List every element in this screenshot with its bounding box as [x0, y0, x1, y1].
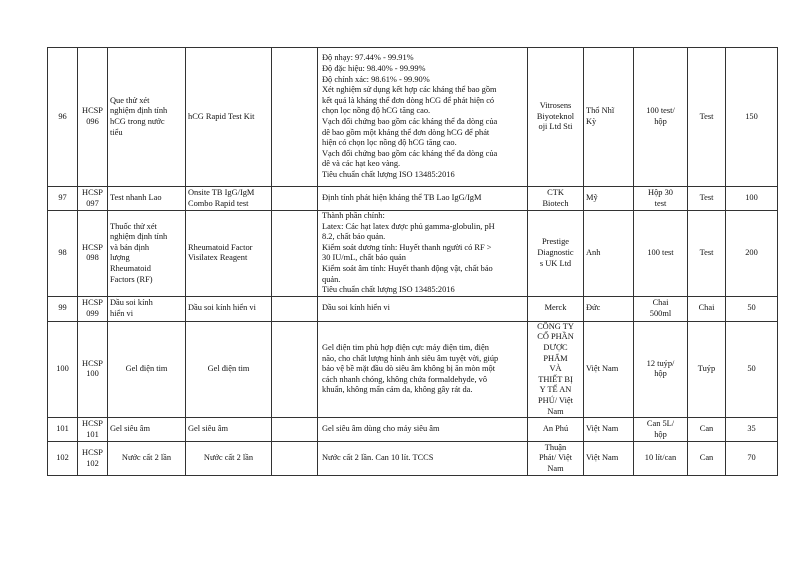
cell-unit: Test [688, 48, 726, 187]
cell-line: hCG trong nước [110, 117, 165, 126]
cell-product [186, 321, 272, 417]
cell-qty: 50 [726, 296, 778, 321]
cell-line: Độ chính xác: 98.61% - 99.90% [322, 74, 430, 84]
cell-pack [634, 442, 688, 476]
cell-line: Rheumatoid Factor [188, 242, 253, 252]
cell-spec [318, 211, 528, 297]
cell-line: hiện có chọn lọc nồng độ hCG tăng cao. [322, 138, 457, 148]
cell-qty: 70 [726, 442, 778, 476]
cell-line: PHÚ/ Việt [538, 395, 573, 405]
cell-line: HCSP [82, 298, 103, 308]
cell-maker [528, 418, 584, 442]
cell-line: tiểu [110, 127, 123, 137]
cell-product [186, 418, 272, 442]
table-row [48, 321, 778, 417]
cell-line: Thổ Nhĩ [586, 106, 615, 116]
cell-line: Dầu soi kính hiển vi [322, 303, 390, 313]
cell-spec [318, 296, 528, 321]
cell-empty [272, 187, 318, 211]
cell-line: Việt Nam [586, 364, 619, 374]
cell-line: VÀ [549, 364, 562, 374]
cell-line: Nam [547, 406, 564, 416]
cell-maker [528, 211, 584, 297]
cell-line: Độ nhạy: 97.44% - 99.91% [322, 53, 414, 63]
cell-line: Nước cất 2 lần [203, 453, 254, 463]
cell-name [108, 48, 186, 187]
cell-line: 12 tuýp/ [646, 358, 675, 368]
cell-name [108, 211, 186, 297]
cell-empty [272, 418, 318, 442]
cell-line: Biyoteknol [536, 111, 575, 121]
cell-pack [634, 187, 688, 211]
cell-line: oji Ltd Sti [538, 122, 573, 132]
cell-line: 097 [86, 198, 99, 208]
cell-line: Combo Rapid test [188, 198, 249, 208]
cell-qty: 100 [726, 187, 778, 211]
cell-product [186, 296, 272, 321]
cell-line: 101 [86, 429, 99, 439]
table-row [48, 211, 778, 297]
cell-code [78, 296, 108, 321]
cell-line: Biotech [542, 198, 569, 208]
cell-line: 30 IU/mL, chất bảo quản [322, 253, 406, 263]
table-body [48, 48, 778, 476]
cell-line: Thành phần chính: [322, 211, 385, 220]
cell-line: Gel điện tim phù hợp điện cực máy điện tim, điện [322, 342, 489, 352]
cell-line: và bán định [110, 242, 150, 252]
cell-line: Chai [652, 298, 669, 308]
cell-maker [528, 442, 584, 476]
cell-line: Gel điện tim [207, 364, 250, 374]
cell-line: Việt Nam [586, 424, 619, 434]
cell-code [78, 187, 108, 211]
cell-line: Dầu soi kính hiển vi [188, 303, 256, 313]
cell-line: HCSP [82, 419, 103, 428]
cell-stt: 96 [48, 48, 78, 187]
cell-line: kết quả là kháng thể đơn dòng hCG để phát hiện có [322, 95, 495, 105]
cell-line: Xét nghiệm sử dụng kết hợp các kháng thể bao gồm [322, 85, 497, 95]
cell-stt: 102 [48, 442, 78, 476]
cell-code [78, 211, 108, 297]
cell-line: Gel điện tim [125, 364, 168, 374]
table-row [48, 442, 778, 476]
cell-name [108, 187, 186, 211]
cell-line: Mỹ [586, 193, 598, 203]
cell-qty: 50 [726, 321, 778, 417]
cell-product [186, 442, 272, 476]
cell-maker [528, 296, 584, 321]
cell-qty: 150 [726, 48, 778, 187]
cell-line: HCSP [82, 358, 103, 368]
cell-line: Rheumatoid [110, 263, 151, 273]
cell-line: 500ml [649, 308, 672, 318]
cell-spec [318, 418, 528, 442]
cell-name [108, 321, 186, 417]
cell-line: Diagnostic [537, 248, 574, 258]
product-table [47, 47, 778, 476]
cell-line: Phát/ Việt [538, 453, 573, 463]
cell-line: Anh [586, 248, 601, 258]
cell-country [584, 321, 634, 417]
cell-line: hCG Rapid Test Kit [188, 111, 255, 121]
cell-line: HCSP [82, 448, 103, 457]
cell-line: lượng [110, 253, 130, 263]
cell-line: 099 [86, 308, 99, 318]
cell-spec [318, 442, 528, 476]
cell-line: s UK Ltd [539, 258, 572, 268]
cell-qty: 35 [726, 418, 778, 442]
cell-line: Nước cất 2 lần. Can 10 lít. TCCS [322, 453, 434, 463]
cell-pack [634, 321, 688, 417]
cell-line: nghiệm định tính [110, 232, 168, 242]
cell-line: CTK [547, 187, 564, 197]
cell-line: não, cho chất lượng hình ảnh siêu âm tuyệt vời, giúp [322, 353, 499, 363]
table-row [48, 187, 778, 211]
cell-line: chọn lọc nồng độ hCG tăng cao. [322, 106, 431, 116]
cell-line: Visilatex Reagent [188, 253, 248, 263]
table-row [48, 418, 778, 442]
cell-product [186, 211, 272, 297]
cell-line: Nam [547, 463, 564, 473]
cell-line: Can 5L/ [646, 419, 675, 428]
cell-line: cách nhanh chóng, không chứa formaldehyde, vô [322, 374, 488, 384]
cell-line: Onsite TB IgG/IgM [188, 187, 255, 197]
cell-line: 100 [86, 369, 99, 379]
cell-spec [318, 48, 528, 187]
cell-line: hộp [654, 429, 667, 439]
cell-empty [272, 321, 318, 417]
cell-stt: 98 [48, 211, 78, 297]
table-row [48, 296, 778, 321]
cell-unit: Chai [688, 296, 726, 321]
cell-line: Gel siêu âm [188, 424, 229, 434]
cell-line: 098 [86, 253, 99, 263]
cell-line: HCSP [82, 106, 103, 116]
cell-line: Vạch đối chứng bao gồm các kháng thể đa dòng của [322, 117, 498, 126]
cell-maker [528, 187, 584, 211]
cell-line: Hộp 30 [648, 187, 673, 197]
cell-line: dê và các hạt keo vàng. [322, 159, 401, 169]
cell-unit: Can [688, 418, 726, 442]
cell-pack [634, 48, 688, 187]
cell-line: Việt Nam [586, 453, 619, 463]
cell-line: 096 [86, 117, 99, 126]
cell-code [78, 442, 108, 476]
cell-line: Que thử xét [110, 95, 150, 105]
cell-country [584, 211, 634, 297]
cell-line: Gel siêu âm dùng cho máy siêu âm [322, 424, 440, 434]
cell-line: dê bao gồm một kháng thể đơn dòng hCG để phát [322, 127, 490, 137]
cell-line: Y TẾ AN [539, 385, 572, 395]
cell-maker [528, 48, 584, 187]
cell-maker [528, 321, 584, 417]
cell-line: PHẨM [543, 353, 568, 363]
cell-line: Thuốc thử xét [110, 221, 157, 231]
cell-code [78, 321, 108, 417]
cell-line: Vitrosens [539, 101, 572, 111]
cell-line: Dầu soi kính [110, 298, 153, 308]
cell-line: 8.2, chất bảo quản. [322, 232, 386, 242]
cell-line: Gel siêu âm [110, 424, 151, 434]
cell-line: hộp [654, 117, 667, 126]
cell-country [584, 418, 634, 442]
cell-line: 10 lít/can [644, 453, 677, 463]
cell-unit: Test [688, 187, 726, 211]
cell-spec [318, 187, 528, 211]
cell-line: Định tính phát hiện kháng thể TB Lao IgG/IgM [322, 193, 482, 203]
cell-line: Tiêu chuẩn chất lượng ISO 13485:2016 [322, 169, 455, 179]
cell-product [186, 48, 272, 187]
cell-line: Độ đặc hiệu: 98.40% - 99.99% [322, 64, 426, 74]
cell-line: 102 [86, 458, 99, 468]
cell-empty [272, 296, 318, 321]
cell-line: Tiêu chuẩn chất lượng ISO 13485:2016 [322, 285, 455, 295]
cell-line: Prestige [542, 237, 569, 247]
cell-stt: 100 [48, 321, 78, 417]
cell-line: Nước cất 2 lần [121, 453, 172, 463]
cell-country [584, 442, 634, 476]
cell-line: Thuận [544, 442, 567, 452]
cell-country [584, 187, 634, 211]
cell-line: THIẾT BỊ [538, 374, 573, 384]
cell-stt: 97 [48, 187, 78, 211]
cell-pack [634, 211, 688, 297]
cell-line: An Phú [542, 424, 569, 434]
cell-qty: 200 [726, 211, 778, 297]
cell-unit: Tuýp [688, 321, 726, 417]
cell-line: Kiểm soát âm tính: Huyết thanh động vật, chất bảo [322, 263, 493, 273]
cell-pack [634, 418, 688, 442]
cell-pack [634, 296, 688, 321]
cell-line: Kiểm soát dương tính: Huyết thanh người có RF > [322, 242, 492, 252]
cell-spec [318, 321, 528, 417]
cell-country [584, 48, 634, 187]
cell-empty [272, 211, 318, 297]
cell-line: CỔ PHẦN [537, 332, 574, 342]
cell-country [584, 296, 634, 321]
cell-line: 100 test/ [646, 106, 675, 116]
cell-line: HCSP [82, 187, 103, 197]
cell-line: test [654, 198, 667, 208]
cell-empty [272, 442, 318, 476]
cell-line: Đức [586, 303, 601, 313]
cell-line: hộp [654, 369, 667, 379]
table-row [48, 48, 778, 187]
cell-line: DƯỢC [543, 342, 568, 352]
cell-code [78, 48, 108, 187]
cell-line: CÔNG TY [537, 321, 574, 331]
cell-line: bảo vệ bề mặt đầu dò siêu âm không bị ăn mòn một [322, 364, 496, 374]
cell-unit: Can [688, 442, 726, 476]
cell-empty [272, 48, 318, 187]
cell-code [78, 418, 108, 442]
cell-product [186, 187, 272, 211]
cell-line: quản. [322, 274, 341, 284]
cell-line: Kỳ [586, 117, 597, 126]
cell-line: Factors (RF) [110, 274, 153, 284]
cell-line: nghiệm định tính [110, 106, 168, 116]
cell-line: Latex: Các hạt latex được phủ gamma-globulin, pH [322, 221, 495, 231]
cell-line: khuẩn, không mẩn cảm da, không gây rát da. [322, 385, 473, 395]
cell-line: 100 test [647, 248, 674, 258]
cell-line: Merck [544, 303, 567, 313]
cell-name [108, 442, 186, 476]
cell-stt: 99 [48, 296, 78, 321]
cell-line: hiển vi [110, 308, 134, 318]
cell-unit: Test [688, 211, 726, 297]
cell-name [108, 418, 186, 442]
cell-stt: 101 [48, 418, 78, 442]
cell-line: Test nhanh Lao [110, 193, 162, 203]
cell-line: HCSP [82, 242, 103, 252]
cell-line: Vạch đối chứng bao gồm các kháng thể đa dòng của [322, 148, 498, 158]
cell-name [108, 296, 186, 321]
